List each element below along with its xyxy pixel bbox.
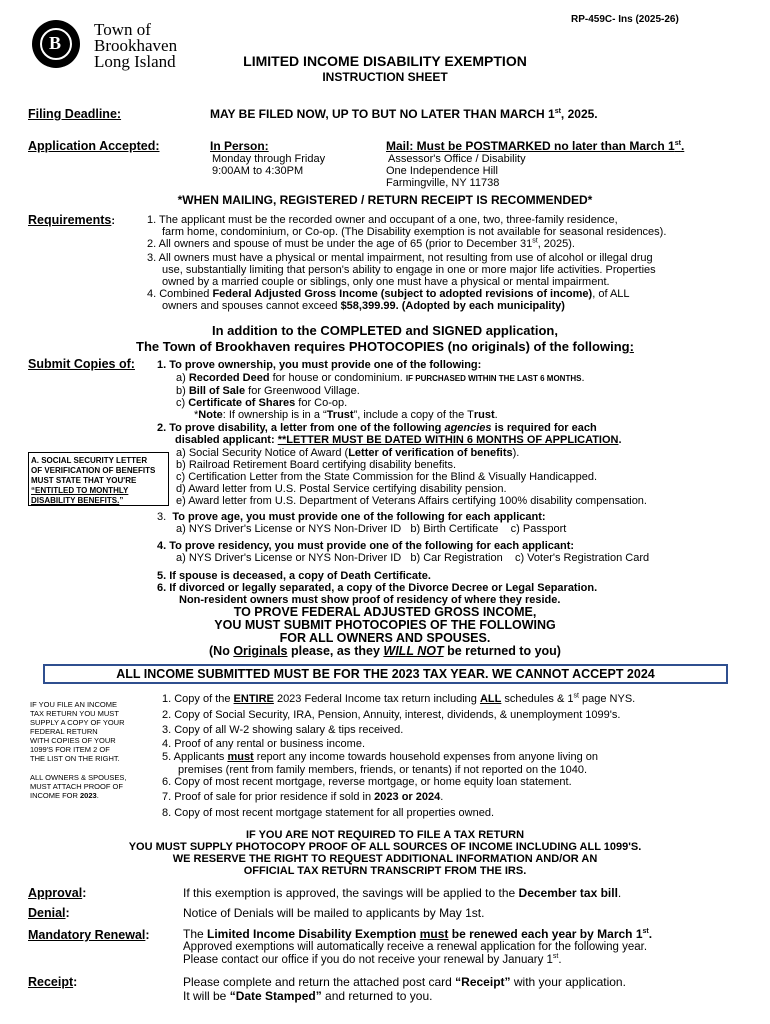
renewal-text: The Limited Income Disability Exemption must be renewed each year by March 1st. Approved exemptions will automatically receive a renewal application for the following year. Please contact our office if you do not receive your renewal by January 1st.	[183, 927, 653, 966]
denial-label: Denial:	[28, 906, 70, 920]
submit-item-1-heading: 1. To prove ownership, you must provide one of the following:	[157, 359, 482, 371]
form-code: RP-459C- Ins (2025-26)	[571, 14, 679, 25]
social-security-note-box: A. SOCIAL SECURITY LETTER OF VERIFICATION OF BENEFITS MUST STATE THAT YOU'RE “ENTITLED TO MONTHLY DISABILITY BENEFITS.”	[28, 452, 169, 506]
photocopies-heading: In addition to the COMPLETED and SIGNED application, The Town of Brookhaven requires PHOTOCOPIES (no originals) of the following:	[136, 323, 634, 354]
tax-year-banner: ALL INCOME SUBMITTED MUST BE FOR THE 2023 TAX YEAR. WE CANNOT ACCEPT 2024	[43, 664, 728, 684]
requirement-4: 4. Combined Federal Adjusted Gross Income (subject to adopted revisions of income), of ALL	[147, 288, 630, 300]
income-proof-heading: TO PROVE FEDERAL ADJUSTED GROSS INCOME, YOU MUST SUBMIT PHOTOCOPIES OF THE FOLLOWING FOR ALL OWNERS AND SPOUSES. (No Originals please, as they WILL NOT be returned to you)	[209, 605, 561, 658]
approval-label: Approval:	[28, 886, 87, 900]
filing-deadline-text: MAY BE FILED NOW, UP TO BUT NO LATER THAN MARCH 1st, 2025.	[210, 107, 598, 121]
requirements-label: Requirements:	[28, 213, 116, 227]
page-subtitle: INSTRUCTION SHEET	[322, 70, 448, 84]
requirement-3: 3. All owners must have a physical or mental impairment, not resulting from use of alcohol or illegal drug	[147, 252, 653, 264]
income-side-note-2: ALL OWNERS & SPOUSES, MUST ATTACH PROOF OF INCOME FOR 2023.	[30, 773, 127, 800]
requirement-1: 1. The applicant must be the recorded owner and occupant of a one, two, three-family residence,	[147, 214, 618, 226]
page-title: LIMITED INCOME DISABILITY EXEMPTION	[243, 53, 527, 69]
approval-text: If this exemption is approved, the savings will be applied to the December tax bill.	[183, 886, 622, 900]
submit-copies-label: Submit Copies of:	[28, 357, 135, 371]
submit-item-4: 4. To prove residency, you must provide one of the following for each applicant: a) NYS Driver's License or NYS Non-Driver ID b) Car Registration c) Voter's Registration Card	[157, 540, 650, 564]
filing-deadline-label: Filing Deadline:	[28, 107, 122, 121]
denial-text: Notice of Denials will be mailed to applicants by May 1st.	[183, 906, 485, 920]
requirement-2: 2. All owners and spouse of must be under the age of 65 (prior to December 31st, 2025).	[147, 237, 575, 250]
receipt-text: Please complete and return the attached post card “Receipt” with your application. It will be “Date Stamped” and returned to you.	[183, 975, 626, 1003]
submit-item-2-heading: 2. To prove disability, a letter from one of the following agencies is required for each disabled applicant: **LETTER MUST BE DATED WITHIN 6 MONTHS OF APPLICATION.	[157, 422, 622, 446]
mail-block: Mail: Must be POSTMARKED no later than March 1st. Assessor's Office / Disability One Independence Hill Farmingville, NY 11738	[386, 139, 685, 189]
income-side-note-1: IF YOU FILE AN INCOME TAX RETURN YOU MUST SUPPLY A COPY OF YOUR FEDERAL RETURN WITH COPIES OF YOUR 1099'S FOR ITEM 2 OF THE LIST ON THE RIGHT.	[30, 700, 125, 763]
application-accepted-label: Application Accepted:	[28, 139, 160, 153]
requirements-list: 1. The applicant must be the recorded owner and occupant of a one, two, three-family residence, farm home, condominium, or Co-op. (The Disability exemption is not available for seasonal residences). 2. All owners and spouse of must be under the age of 65 (prior to December 31st, 2025). 3. All owners must have a physical or mental impairment, not resulting from use of alcohol or illegal drug use, substantially limiting that person's ability to engage in one or more major life activities. Properties owned by a married couple or siblings, only one must have a physical or mental impairment. 4. Combined Federal Adjusted Gross Income (subject to adopted revisions of income), of ALL owners and spouses cannot exceed $58,399.99. (Adopted by each municipality)	[147, 214, 757, 312]
receipt-label: Receipt:	[28, 975, 78, 989]
submit-item-2-options: a) Social Security Notice of Award (Letter of verification of benefits). b) Railroad Retirement Board certifying disability benefits. c) Certification Letter from the State Commission for the Blind & Visually Handicapped. d) Award letter from U.S. Postal Service certifying disability pension. e) Award letter from U.S. Department of Veterans Affairs certifying 100% disability compensation.	[176, 447, 647, 507]
in-person-block: In Person: Monday through Friday 9:00AM to 4:30PM	[210, 139, 326, 177]
renewal-label: Mandatory Renewal:	[28, 928, 150, 942]
income-documents-list: 1. Copy of the ENTIRE 2023 Federal Income tax return including ALL schedules & 1st page NYS. 2. Copy of Social Security, IRA, Pension, Annuity, interest, dividends, & unemployment 1099's. 3. Copy of all W-2 showing salary & tips received. 4. Proof of any rental or business income. 5. Applicants must report any income towards household expenses from anyone living on premises (rent from family members, friends, or tenants) if not reported on the 1040. 6. Copy of most recent mortgage, reverse mortgage, or home equity loan statement. 7. Proof of sale for prior residence if sold in 2023 or 2024. 8. Copy of most recent mortgage statement for all properties owned.	[162, 692, 636, 819]
mailing-recommendation: *WHEN MAILING, REGISTERED / RETURN RECEIPT IS RECOMMENDED*	[177, 193, 593, 207]
town-logo-text: Town of Brookhaven Long Island	[94, 20, 178, 71]
submit-item-1-options: a) Recorded Deed for house or condominium. IF PURCHASED WITHIN THE LAST 6 MONTHS. b) Bill of Sale for Greenwood Village. c) Certificate of Shares for Co-op. *Note: If ownership is in a “Trust”, include a copy of the Trust.	[176, 372, 585, 421]
town-seal-logo: B	[32, 20, 80, 68]
submit-item-3: 3. To prove age, you must provide one of the following for each applicant: a) NYS Driver's License or NYS Non-Driver ID b) Birth Certificate c) Passport	[157, 511, 567, 535]
no-tax-return-notice: IF YOU ARE NOT REQUIRED TO FILE A TAX RETURN YOU MUST SUPPLY PHOTOCOPY PROOF OF ALL SOURCES OF INCOME INCLUDING ALL 1099'S. WE RESERVE THE RIGHT TO REQUEST ADDITIONAL INFORMATION AND/OR AN OFFICIAL TAX RETURN TRANSCRIPT FROM THE IRS.	[128, 829, 642, 877]
submit-items-5-6: 5. If spouse is deceased, a copy of Death Certificate. 6. If divorced or legally separated, a copy of the Divorce Decree or Legal Separation. Non-resident owners must show proof of residency of where they reside.	[157, 570, 598, 606]
